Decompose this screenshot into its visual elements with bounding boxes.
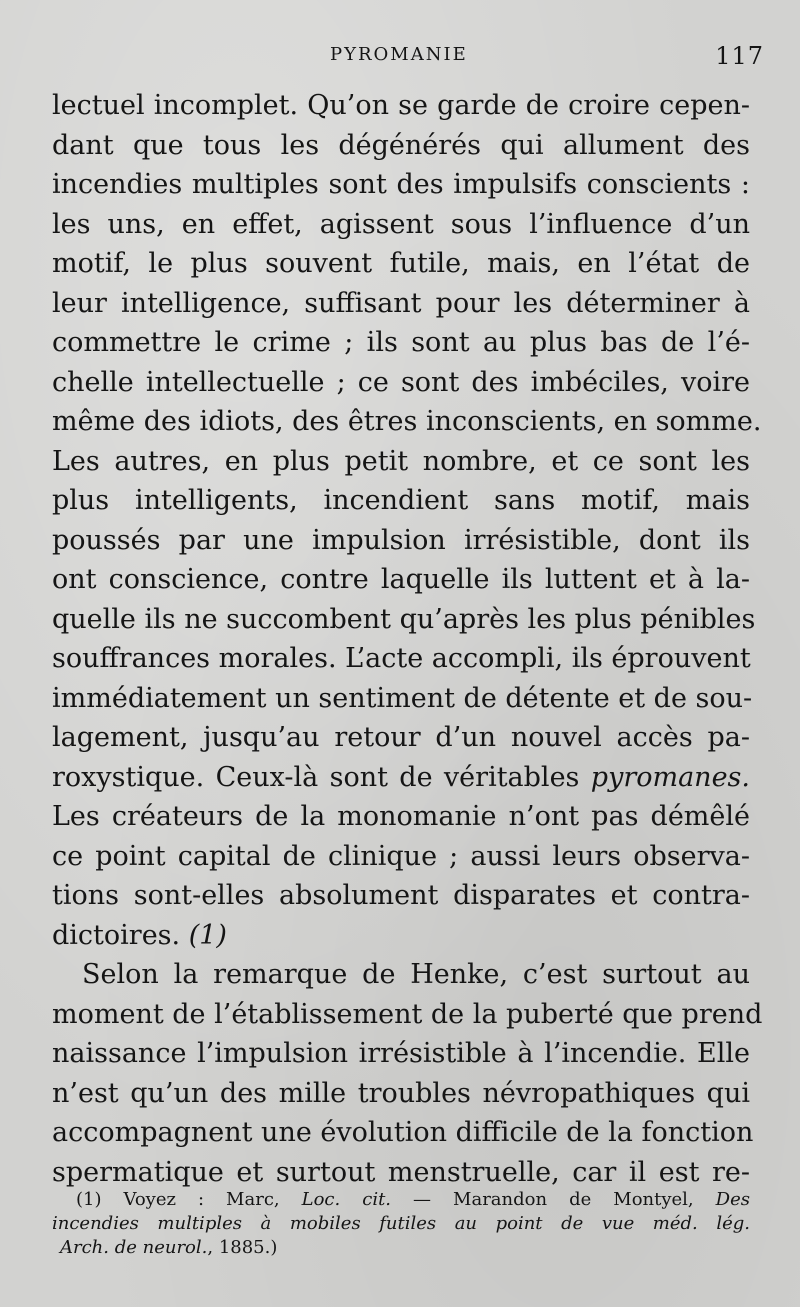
body-line xyxy=(52,284,750,324)
footnote-line xyxy=(52,1212,750,1236)
body-line xyxy=(52,205,750,245)
body-text: lagement, jusqu’au retour d’un nouvel accès pa- xyxy=(52,722,750,753)
body-text: poussés par une impulsion irrésistible, dont ils xyxy=(52,524,750,556)
body-line xyxy=(52,363,750,403)
body-line xyxy=(52,442,750,482)
body-line xyxy=(52,679,753,719)
footnote-text: , 1885.) xyxy=(207,1237,278,1258)
body-line xyxy=(52,916,750,956)
body-text: leur intelligence, suffisant pour les déterminer à xyxy=(52,287,750,319)
body-text: dictoires. xyxy=(52,919,189,951)
body-text: incendies multiples sont des impulsifs conscients : xyxy=(52,169,750,200)
footnotes xyxy=(52,1188,750,1260)
body-text: roxystique. Ceux-là sont de véritables xyxy=(52,761,591,793)
running-head xyxy=(0,44,800,74)
body-text: naissance l’impulsion irrésistible à l’incendie. Elle xyxy=(52,1038,750,1069)
body-italic-text: pyromanes. xyxy=(590,761,750,793)
body-line xyxy=(52,323,750,363)
body-line xyxy=(52,1034,750,1074)
body-line xyxy=(52,244,750,284)
body-line xyxy=(52,600,756,640)
footnote-italic-text: incendies multiples à mobiles futiles au point de vue méd. lég. xyxy=(52,1213,750,1234)
footnote-line xyxy=(52,1236,750,1260)
body-text: les uns, en effet, agissent sous l’influence d’un xyxy=(52,208,750,240)
body-text: Les créateurs de la monomanie n’ont pas démêlé xyxy=(52,801,750,832)
body-text: motif, le plus souvent futile, mais, en l’état de xyxy=(52,248,750,279)
body-line xyxy=(52,521,750,561)
body-line xyxy=(52,165,750,205)
body-text: accompagnent une évolution difficile de la fonction xyxy=(52,1117,754,1148)
body-line xyxy=(52,1153,750,1193)
body-line xyxy=(52,402,762,442)
footnote-line xyxy=(52,1188,750,1212)
footnote-italic-text: Arch. de neurol. xyxy=(60,1237,208,1258)
body-line xyxy=(52,1113,754,1153)
body-text: n’est qu’un des mille troubles névropathiques qui xyxy=(52,1077,750,1109)
body-text: quelle ils ne succombent qu’après les plus pénibles xyxy=(52,603,756,635)
body-line xyxy=(52,876,750,916)
body-line xyxy=(52,1074,750,1114)
body-text: tions sont-elles absolument disparates et contra- xyxy=(52,880,750,911)
body-line xyxy=(52,126,750,166)
body-line xyxy=(52,797,750,837)
body-text xyxy=(52,86,763,1192)
body-text: lectuel incomplet. Qu’on se garde de croire cepen- xyxy=(52,90,750,121)
body-line xyxy=(52,86,750,126)
footnote-italic-text: Loc. cit. xyxy=(301,1189,392,1210)
body-text: moment de l’établissement de la puberté que prend xyxy=(52,998,763,1030)
body-line xyxy=(52,837,750,877)
body-line xyxy=(52,481,750,521)
body-line xyxy=(52,955,750,995)
footnote-italic-text: Des xyxy=(715,1189,750,1210)
body-text: Selon la remarque de Henke, c’est surtout au xyxy=(82,959,750,990)
body-line xyxy=(52,995,763,1035)
body-text: souffrances morales. L’acte accompli, ils éprouvent xyxy=(52,643,751,674)
page-number: 117 xyxy=(715,42,764,70)
body-line xyxy=(52,718,750,758)
body-text: ont conscience, contre laquelle ils luttent et à la- xyxy=(52,564,750,595)
footnote-text: — Marandon de Montyel, xyxy=(391,1189,716,1210)
body-text: dant que tous les dégénérés qui allument des xyxy=(52,129,750,161)
running-title: PYROMANIE xyxy=(330,44,468,65)
body-text: plus intelligents, incendient sans motif, mais xyxy=(52,485,750,516)
body-text: commettre le crime ; ils sont au plus bas de l’é- xyxy=(52,327,750,358)
body-line xyxy=(52,560,750,600)
body-text: ce point capital de clinique ; aussi leurs observa- xyxy=(52,840,750,872)
body-text: immédiatement un sentiment de détente et de sou- xyxy=(52,682,753,714)
body-line xyxy=(52,639,750,679)
body-text: même des idiots, des êtres inconscients, en somme. xyxy=(52,406,762,437)
body-line xyxy=(52,758,750,798)
footnote-text: (1) Voyez : Marc, xyxy=(76,1189,302,1210)
body-italic-text: (1) xyxy=(188,919,227,951)
body-text: chelle intellectuelle ; ce sont des imbéciles, voire xyxy=(52,366,750,398)
body-text: spermatique et surtout menstruelle, car il est re- xyxy=(52,1156,750,1188)
body-text: Les autres, en plus petit nombre, et ce sont les xyxy=(52,445,750,477)
